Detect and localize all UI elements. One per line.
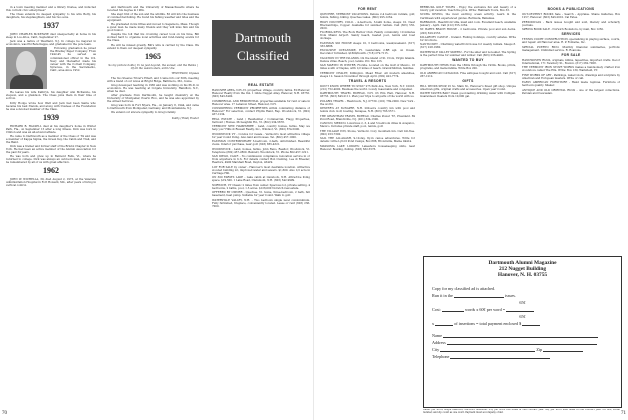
classified-ad: PERIODICALS - Back issues bought and sold, literary and scholarly journals.: [522, 20, 620, 27]
obituary-paragraph: He will be missed greatly. Bill's wife is carried by the Class. We extend to them our deepest sympathy.: [107, 43, 199, 50]
classified-ad: VERMONT NEW HAMPSHIRE - Land, country homes, farms. May we help you? Hills & Russell Realty, Inc., Windsor, Vt. (802) 674-5000.: [212, 125, 310, 132]
intro-text: in a town meeting member and a library trustee, and inducted this current civic enterprises?: [6, 6, 96, 13]
classified-ad: LOT FOR SALE by owner - Hanover's most desirable location. Attractive wooded building lot, improved water and sewers. $1,600. Also 1/2 acre in Carriage Hill.: [212, 165, 310, 175]
address-line: [432, 340, 613, 345]
price-label: 65¢: [519, 300, 526, 305]
section-heading: WANTED TO BUY: [452, 58, 484, 62]
section-heading: FOR RENT: [357, 7, 378, 11]
right-col-3: [522, 6, 620, 250]
obituary-paragraph: Greg was born in Fort Myers, Fla., on January 8, 1944, and came to Dartmouth from Montpelier, Germany, and Mountainside, N.J.: [107, 104, 199, 111]
section-heading: BOOKS & PUBLICATIONS: [547, 7, 595, 11]
classified-ad: HANDWOVEN RUGS, originals, kilims, tapestries, imported crafts. Decor International, 171 Newbury St., Boston. (617) 262-7008.: [522, 58, 620, 65]
books-ads: [522, 13, 620, 31]
city-label: City: [432, 347, 440, 352]
classified-ad: EASTMAN SKI HOUSE sleeps 10, 3 bedrooms, week/weekend. (617) 333-8888.: [320, 41, 415, 48]
rates-text: Rates: per word, single insertion, ten-word minimum. 65¢ per word five times in one contract year. 60¢ per word nine times in one contract year. PO Box, street number, and zip count as one word. Payment must accompany order.: [423, 409, 620, 414]
page-number-right: 71: [621, 411, 626, 416]
words-count-field[interactable]: [442, 308, 464, 312]
city-zip-line: [432, 347, 613, 352]
sympathy-text: The Class extends its deepest sympathy to his wife Betty, his daughters, his stepdaughters, and his two sons.: [6, 13, 96, 20]
class-year-heading: 1965: [145, 51, 161, 61]
poem-quote: So my picture holds | To be just beyond, the sunset, and the Banks | Of all the waters stars, until I die.: [108, 63, 198, 70]
insertions-field[interactable]: [435, 322, 453, 326]
section-heading: REAL ESTATE: [248, 83, 274, 87]
real-estate-ads: [212, 89, 310, 208]
classified-ad: ON 300 FARM'S LAKE - Lake cabin at Gunstock, N.H. Attractive living space. $19,500. 1 Lake Road, Claremont, N.H. (603) 542-9999.: [212, 176, 310, 183]
classified-ad: SAIL THE ALLAGASH, 9-10-day, fly-in canoe adventures. Write for details: Little Lyford Pond Camps, Box 888, Brownville, Maine 04414.: [320, 137, 415, 144]
for-sale-ads: [522, 59, 620, 95]
classified-ad: THE VERMONT IRON STOVE WORKS makes a handsomely crafted iron woodstove called The Elm. Write: Box 130, Waitsfield, VT.: [522, 66, 620, 73]
classified-ad: SPRING BOOK SALE - Norwich Bookstore, by mail, Box 1250.: [522, 28, 604, 32]
classified-ad: BERMUDA GOLF TOURS - Enjoy the exclusive fun and beauty of a luxury golf vacation. Teach the pros. Write: Hallmark Tours, Box 33.: [420, 6, 516, 13]
issues-count-field[interactable]: [454, 294, 504, 298]
classified-ad: EARLY AMERICAN FURNITURE - Hand made replicas. Furniture of heirloom quality. Shaker.: [522, 81, 620, 88]
obituary-paragraph: He was born and grew up in Belmont Falls, Vt., where he returned to college. Dick was always an outdoors man, and he will be remembered by all of us with great affection.: [6, 155, 96, 165]
insertions-label: of insertions = total payment enclosed: [454, 321, 519, 326]
classified-ad: MASSOMA LAKE LODGES: Lakeshore housekeeping units, near Hanover. Boating, fishing. (603) 632-5576.: [320, 144, 415, 151]
obituary-paragraph: After graduate from Dartmouth, he taught chemistry at the University of Montpelier, Puerto Rico, and he was also appointed by the Armed Services.: [107, 93, 199, 104]
for-rent-ads: [320, 13, 415, 78]
classified-ad: QUECHEE, VERMONT VACATIONS. Deluxe 2-4 bedroom rentals, golf, tennis, fishing, biking. Quechee Lakes. (802) 295-1234.: [320, 13, 415, 20]
class-year-heading: 1939: [43, 112, 59, 122]
portrait-photo: [6, 47, 47, 89]
words-label: words x 60¢ per word =: [464, 307, 506, 312]
address-field[interactable]: [447, 341, 597, 345]
classified-ad: THE GRANTHAM TRAVEL BUREAU. Charles Power '67, President. 69 Pond Road, Branchville, N.J. (201) 334-1300.: [320, 114, 415, 121]
classified-banner: [212, 20, 314, 76]
left-col-2: [107, 6, 199, 406]
classified-ad: EXCLUSIVE OCEANSIDE, Ft. Lauderdale 2-BR apt. on Ocean. Decorator furnished, $1600/month. (718) 279-7115.: [320, 49, 415, 56]
classified-ad: NANTUCKET - Charming waterfront house for weekly rentals. Sleeps 8. (617) 228-1980.: [420, 43, 516, 50]
section-heading: SERVICES: [561, 32, 581, 37]
price-line-1: [432, 300, 613, 305]
form-address-line1: 212 Nugget Building: [498, 266, 547, 272]
obituary-paragraph: JOHN CHARLES McKENZIE died unexpectedly at home in his sleep in Los Altos, Calif., September 27.: [6, 33, 96, 40]
price-label: 65¢: [519, 314, 526, 319]
right-col-1: [320, 6, 415, 406]
obituary-paragraph: He graduated in his fifties and moved to Sagamore, Mass. Though a quiet man he made many friends and they will miss him and his good humor.: [107, 23, 199, 33]
classified-ad: FLORIDA KEYS. The Rock Harbor Club. Family community, 10 minutes from Miami Airport. Sandy beach, heated pool, tennis and boat dockage.: [320, 31, 415, 41]
classified-ad: DON'T KNOW WHERE TO STAY? 275 Park Ave, New York, N.Y. 10016. (212) 752-4000. Business the world. Lovely reasonable and congenial.: [320, 84, 415, 91]
city-field[interactable]: [440, 348, 535, 352]
obituary-paragraph: Despite the toll that his crowning career took on his time, Bill worked hard to organize local activities and fund-raising events for the Class.: [107, 33, 199, 43]
classified-ad: COMMERCIAL AND RESIDENTIAL properties available for rent or sale in Hanover area. 17 Lebanon Street, Hanover, N.H.: [212, 99, 310, 106]
classified-ad: DARTMOUTH ITEMS from the 1800s through the 1930s. Books, prints, programs, and memorabilia. Write Box 200.: [420, 64, 516, 71]
obituary-paragraph: and Dartmouth and the University of Massachusetts where he received his degree in 1964.: [107, 6, 199, 13]
classified-ad: HILL WINDS SHOP, 25 So. Main St., Hanover's finest gift shop. Unique American gifts, original crafts and accessories. Open year round.: [420, 84, 516, 91]
obituary-paragraph: JOHN W. WICHELLA, 39, died August 2, 1975, at the Veterans Administration Hospital in Fort Howard, Md., after years of living in vertical control.: [6, 178, 96, 188]
classified-ad: NORWICH, VT Classic 2 miles from center. Spacious lot, private setting, 4 bedrooms, 2 baths, pool, 1.5 acres. $126,000 Norwich real estate.: [212, 183, 310, 190]
classified-ad: DARTMOUTH TRAVEL BUREAU, N.H. 03 Elm Hall, Hanover, N.H. 03755. (603) 643-2111. Plan your trips to all parts of the world with us.: [320, 92, 415, 99]
classified-ad: ST. BARTS BEACH HOUSE - 2 bedrooms. Private pool and sun decks. (203) 629-2555.: [420, 28, 516, 35]
banner-title: Dartmouth: [234, 30, 292, 45]
copy-attached-text: Copy for my classified ad is attached.: [432, 286, 496, 291]
cost-label: Cost:: [432, 307, 441, 312]
obituary-paragraph: Jack was a native of Westfield, N.J. In college he majored in economics, was Phi Beta Kappa, and graduated in the pole team.: [6, 40, 96, 47]
section-heading: GIFTS: [462, 78, 474, 83]
form-title: Dartmouth Alumni Magazine: [488, 260, 557, 266]
obituary-paragraph: He came to Dartmouth as a member of the Class of '39 and was a member of Kappa Sigma, the Green Key, the Cabin and Trail, and the Band.: [6, 134, 96, 144]
obituary-paragraph: Kitty Hodge wrote how Walt and Jack had been Santa who became his best friends, and along with trustees of the Foundation he was a devoted member of the Class.: [6, 101, 96, 111]
classified-ad: WATERVILLE VALLEY, N.H. - Two bedroom single level condominium. Fully furnished, fireplace, conveniently located. Lease or rent (603) 236-7000.: [212, 198, 310, 208]
obituary-paragraph: Following graduation he joined the Bradley Paper Company. From 1942-45 he served as commissioned officer in the U.S. Navy and thereafter made his career with the Cornell Company, Syracuse, in the Sacramento, Calif., area since 1952.: [50, 47, 96, 72]
classified-ad: VERMONT CHALET, Killington. Mead River. All modern amenities, sleeps 12. Season November through April. (802) 422-7774.: [320, 71, 415, 78]
classified-ad: KILLARNEY CASTLE - Ireland. Fishing holidays, country estates. Write for brochure.: [420, 35, 516, 42]
banner-subtitle: Classified: [237, 48, 289, 63]
left-col-3: [212, 82, 310, 406]
subtotal-field[interactable]: [506, 308, 534, 312]
classified-ad: THE VILLAGE INN, Stowe, Vermont. Cozy mountain inn. Call toll-free. (802) 253-7300.: [320, 129, 415, 136]
class-year-heading: 1962: [43, 166, 59, 176]
section-heading: FOR SALE: [561, 52, 581, 57]
zip-label: Zip: [536, 347, 543, 352]
travel-ads: [320, 85, 415, 151]
classified-ad: HIGH COUNTRY, COLO. - 4-bedroom, 3-bath home, sleeps 10. Near Breckenridge, Copper. Available for summer rentals. Call (303) 555-2020.: [320, 20, 415, 30]
price-line-2: [432, 314, 613, 319]
classified-ad: CANCUN, MEXICO. Luxurious 2, 3, 4 and 5 bedroom villas in Acapulco, Mexico. Includes private staff, pool, tennis, golf.: [320, 122, 415, 129]
classified-ad: TENNIS COURT CONSTRUCTION, specializing in playing surface, courts, and repair. All Hanover area. R. P. Fontaine, Inc.: [522, 38, 620, 45]
obituary-paragraph: Greg developed teaching in 1965 and was working on his Ph.D. in economics. He was teaching at Colgate University, Hamilton, N.Y., when he died.: [107, 83, 199, 93]
obituary-paragraph: RICHARD B. HALSELL died at his daughter's home in Winter Park, Fla., on September 15 after a long illness. Dick was born in Clinton and was an all-around athlete.: [6, 124, 96, 134]
wanted-ads: [420, 64, 516, 78]
services-ads: [522, 38, 620, 52]
obituary-paragraph: Dick was a trainer and former staff of the Bristol Chapter in New York. He had been an active member of the Alumni Association for the past 34 years.: [6, 144, 96, 155]
classified-ad: BARBADOS - Beachfront villa, maid and cook. Excellent beach, available January - April. Call (212) 555-1234.: [420, 20, 516, 28]
classified-ad: SAN DIEGO, CALIF. - No commission compliance relocation service in or from anywhere in U.S. For details contact Bob Cushing, Lee & Breeder, Realtors, 4900 Marshall Road, Dayton, 45429.: [212, 155, 310, 165]
classified-ad: WATER TASTES BAD? Clean good-tasting drinking water with Culligan. Guaranteed. Dealers from 10,000 gal.: [420, 92, 516, 99]
telephone-field[interactable]: [450, 355, 550, 359]
classified-ad: OLD AMERICAN CATALOGS. Fine antiques bought and sold. Call (617) 267-1212.: [420, 71, 516, 78]
classified-ad: REAL ESTATE - Land / Residential / Commercial. Flagg Properties, Vermont / Homes. McLaughlin Rd., Vt. (802) 234-5678.: [212, 117, 310, 124]
telephone-line: [432, 354, 613, 359]
page-number-left: 70: [2, 411, 7, 416]
classified-ad: FINE WORKS OF ART - Paintings, watercolors, drawings and sculpture by American and European masters. Write or call.: [522, 73, 620, 80]
cost-line: [432, 307, 613, 312]
obituary-paragraph: She slept first of the sun and the wildlife. Ed will into the business of commercial fishing. He found his fishing weather and tides and the equipment.: [107, 13, 199, 23]
classified-ad: SAN MARTIN IN WINTER, Florida. Located on the Gulf of Mexico. 16 miles south of Naples, with 1/2 miles of beach. Grandchildren, families.: [320, 64, 415, 71]
classified-ad: SPECIAL PUERTO RICO. Monthly financial summaries, portfolio management. Unlimited service. R. Roanoke.: [522, 45, 620, 52]
classified-ad: WOODSTOCK VT - Condos for resale - Vermont's most attractive village for year round living. Also land and houses. Tel. (802) 457-1000.: [212, 132, 310, 139]
classified-ad: EASTMAN CONTEMPORARY 3-bedroom, 2-bath, unfurnished. Beautiful views. Interior purchase, near golf. (603) 865-4321.: [212, 140, 310, 147]
dollar-sign: $: [519, 321, 522, 326]
form-address-line2: Hanover, N. H. 03755: [497, 272, 548, 278]
run-line: [432, 293, 613, 298]
issues-label: issues.: [504, 293, 516, 298]
obituary-paragraph: He leaves his wife Kathryn, his daughter Ann McKenzie, his stepson, and a grandson. The Class joins them in their time of sorrow.: [6, 91, 96, 101]
classified-order-form: [423, 256, 622, 408]
classified-ad: ANTIQUE AND OLD ORIENTAL RUGS - one of the largest collections. Persian and Caucasian.: [522, 88, 620, 95]
address-label: Address: [432, 340, 446, 345]
classified-ad: VACATION IN THE ISLANDS. On the island of St. Croix, Virgin Islands. Deluxe villas. Beach, pool, tennis. P.O. Box 123.: [320, 56, 415, 63]
telephone-label: Telephone: [432, 354, 450, 359]
section-heading: TRAVEL & RESORTS: [348, 78, 387, 83]
portrait-photo-block: [6, 47, 96, 91]
classified-ad: WATERVILLE VALLEY SKIERS! - For the skier and non-skier. The Spring is the perfect time for summer and winter. Call (603) 236-4400.: [420, 50, 516, 57]
classified-ad: DEXTER'S AT SUNAPEE, N.H. 200-acre country inn with pool and tennis club. Golf, boating. Sunapee, N.H. (603) 763-5571.: [320, 107, 415, 114]
obituary-paragraph: We extend our sincere sympathy to Greg's family.: [111, 111, 177, 115]
classified-ad: OUT-OF-PRINT BOOKS Sale - Search - Appraise. Shane Galleries, Box 1257, Hanover. (603) 643-2010. Cal Estes.: [522, 13, 620, 20]
rates-note: [423, 409, 620, 419]
signature: Kathy (Thiel) Fowler: [172, 116, 199, 120]
left-col-1: [6, 6, 96, 406]
run-label: Run it in the: [432, 293, 453, 298]
insertions-line: [432, 321, 613, 326]
total-field[interactable]: [522, 322, 540, 326]
class-year-heading: 1937: [43, 21, 59, 31]
classified-ad: HANOVER AREA, N.H.-Vt. properties: village, country, farms. Ed Hanover, Hanover Realty from the Inn. 1 Glide Nugget Alley, Hanover, N.H. 03755. (603) 643-3400.: [212, 89, 310, 99]
obituary-paragraph: The two Steeres Tricar's Elbert, and I came into our 50th, meeting with a blend of our wives at Bright Ridge, Baltimore, Md., home.: [107, 76, 199, 83]
name-label: Name: [432, 333, 442, 338]
x-label: x: [432, 321, 435, 326]
classified-ad: OFFERED BY OWNER - Quechee, Vt. home, three-bedroom, 2 bath, full basement, heat pump. Suitable for year round. Walk to golf.: [212, 191, 310, 198]
name-line: [432, 333, 613, 338]
name-field[interactable]: [443, 334, 598, 338]
poem-author: TENNYSON, Ulysses: [171, 71, 199, 75]
vacation-ads: [420, 6, 516, 57]
zip-field[interactable]: [543, 348, 583, 352]
classified-ad: SCUBA DIVING, the most exciting ocean activity. Learn in the Caribbean with experienced guides. Bermuda, Bahamas.: [420, 13, 516, 20]
classified-ad: WOODSTOCK - Land, homes, farms, John Reno, Realtor, Woodstock, Vt. Telephone (802) 457-2800. Bennett, Woodstock, Vt. Phone 802-457-1221.: [212, 147, 310, 154]
classified-ad: POLARIS TRAVEL - Hasbrouck, N.J. 07730. (201) 739-2000. New York - the world.: [320, 99, 415, 106]
classified-ad: CONSIDERING VERMONT PROPERTIES within commuting distance of Hanover? For selection, contact Phyllis Rand, Rep. Woodstock, Vt. (802) 457-1234.: [212, 107, 310, 117]
gifts-ads: [420, 85, 516, 99]
